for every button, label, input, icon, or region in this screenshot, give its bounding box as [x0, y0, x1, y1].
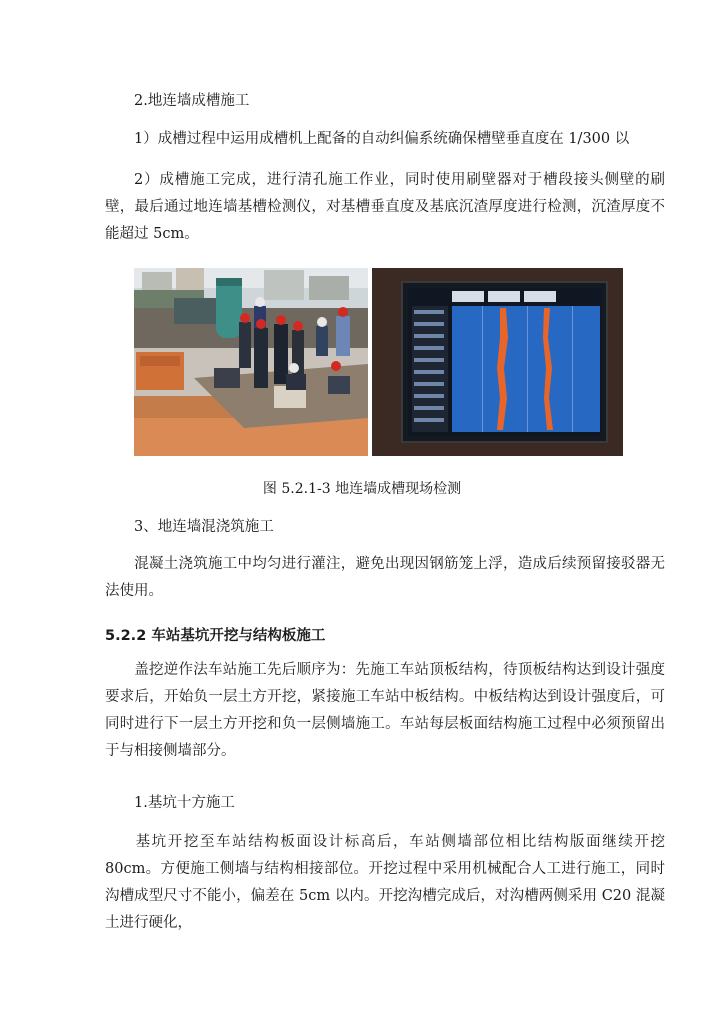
- sub-1-text: 基坑开挖至车站结构板面设计标高后，车站侧墙部位相比结构版面继续开挖 80cm。方便施工侧墙与结构相接部位。开挖过程中采用机械配合人工进行施工，同时沟槽成型尺寸不能小，偏差在 5cm 以内。开挖沟槽完成后，对沟槽两侧采用 C20 混凝土进行硬化，: [105, 834, 665, 931]
- site-inspection-illustration: [134, 268, 368, 456]
- item-2-text: 2）成槽施工完成，进行清孔施工作业，同时使用刷壁器对于槽段接头侧壁的刷壁，最后通过地连墙基槽检测仪，对基槽垂直度及基底沉渣厚度进行检测，沉渣厚度不能超过 5cm。: [105, 172, 665, 242]
- item-2-paragraph: [105, 167, 665, 248]
- site-inspection-photo: [134, 268, 368, 456]
- sub-1-paragraph: [105, 829, 665, 937]
- section-3-text: 混凝土浇筑施工中均匀进行灌注，避免出现因钢筋笼上浮，造成后续预留接驳器无法使用。: [105, 556, 665, 599]
- section-3-paragraph: [105, 551, 665, 605]
- monitor-photo: [372, 268, 623, 456]
- item-1-paragraph: [105, 126, 665, 153]
- section-3-title: 3、地连墙混浇筑施工: [134, 519, 274, 535]
- section-522-heading: 5.2.2 车站基坑开挖与结构板施工: [105, 628, 326, 644]
- figure-caption: 图 5.2.1-3 地连墙成槽现场检测: [262, 481, 462, 497]
- sub-1-title: 1.基坑十方施工: [134, 795, 235, 811]
- section-522-paragraph: [105, 657, 665, 765]
- trench-detector-screen: [372, 268, 623, 456]
- item-1-text: 1）成槽过程中运用成槽机上配备的自动纠偏系统确保槽壁垂直度在 1/300 以: [134, 131, 630, 147]
- section-522-text: 盖挖逆作法车站施工先后顺序为：先施工车站顶板结构，待顶板结构达到设计强度要求后，开始负一层土方开挖，紧接施工车站中板结构。中板结构达到设计强度后，可同时进行下一层土方开挖和负一层侧墙施工。车站每层板面结构施工过程中必须预留出于与相接侧墙部分。: [105, 662, 665, 759]
- section-2-title: 2.地连墙成槽施工: [134, 93, 250, 109]
